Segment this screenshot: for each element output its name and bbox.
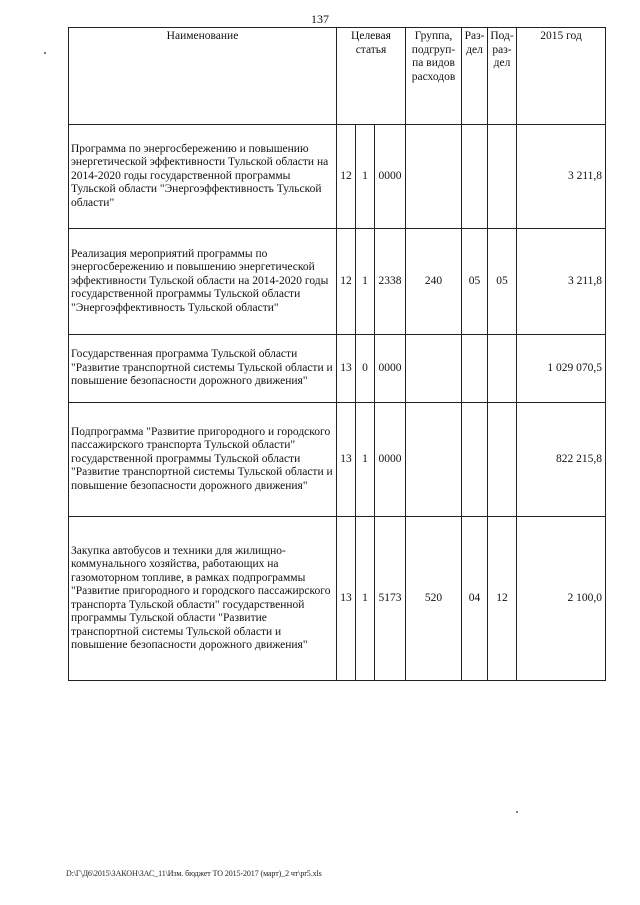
row-subprogram-code: 1 (356, 125, 375, 229)
row-group (406, 335, 462, 403)
row-subsection (488, 125, 517, 229)
header-section: Раз-дел (462, 28, 488, 125)
row-amount: 3 211,8 (517, 125, 606, 229)
row-amount: 1 029 070,5 (517, 335, 606, 403)
row-name: Программа по энергосбережению и повышению энергетической эффективности Тульской области на 2014-2020 годы государственной программы Тульской области "Энергоэффективность Тульской области" (69, 125, 337, 229)
table-row (69, 517, 606, 681)
row-section (462, 335, 488, 403)
header-row (69, 28, 606, 125)
row-subprogram-code: 1 (356, 403, 375, 517)
row-subsection (488, 403, 517, 517)
row-direction-code: 0000 (375, 403, 406, 517)
row-program-code: 13 (337, 335, 356, 403)
table-row (69, 125, 606, 229)
row-section (462, 125, 488, 229)
row-direction-code: 0000 (375, 125, 406, 229)
row-group (406, 403, 462, 517)
row-group (406, 125, 462, 229)
table-row (69, 403, 606, 517)
row-direction-code: 0000 (375, 335, 406, 403)
table-row (69, 335, 606, 403)
row-program-code: 13 (337, 403, 356, 517)
file-path-footer: D:\Г\Д6\2015\ЗАКОН\ЗАС_11\Изм. бюджет ТО 2015-2017 (март)_2 чт\pr5.xls (66, 869, 322, 878)
row-program-code: 12 (337, 229, 356, 335)
row-section: 04 (462, 517, 488, 681)
row-amount: 822 215,8 (517, 403, 606, 517)
row-direction-code: 2338 (375, 229, 406, 335)
row-section: 05 (462, 229, 488, 335)
row-direction-code: 5173 (375, 517, 406, 681)
row-subsection: 05 (488, 229, 517, 335)
row-subsection: 12 (488, 517, 517, 681)
row-name: Государственная программа Тульской области "Развитие транспортной системы Тульской области и повышение безопасности дорожного движения" (69, 335, 337, 403)
row-program-code: 13 (337, 517, 356, 681)
row-subprogram-code: 0 (356, 335, 375, 403)
scan-speck (44, 52, 46, 54)
budget-table (68, 27, 606, 681)
header-name: Наименование (69, 28, 337, 125)
row-group: 240 (406, 229, 462, 335)
scan-speck (516, 811, 518, 813)
header-target-article: Целевая статья (337, 28, 406, 125)
row-subprogram-code: 1 (356, 517, 375, 681)
header-subsection: Под-раз-дел (488, 28, 517, 125)
page-number: 137 (311, 12, 329, 26)
row-name: Подпрограмма "Развитие пригородного и городского пассажирского транспорта Тульской области" государственной программы Тульской области "Развитие транспортной системы Тульской области и повышение безопасности дорожного движения" (69, 403, 337, 517)
table-row (69, 229, 606, 335)
row-group: 520 (406, 517, 462, 681)
header-group: Группа, подгруп-па видов расходов (406, 28, 462, 125)
row-subsection (488, 335, 517, 403)
row-subprogram-code: 1 (356, 229, 375, 335)
row-name: Закупка автобусов и техники для жилищно-коммунального хозяйства, работающих на газомоторном топливе, в рамках подпрограммы "Развитие пригородного и городского пассажирского транспорта Тульской области" государственной программы Тульской области "Развитие транспортной системы Тульской области и повышение безопасности дорожного движения" (69, 517, 337, 681)
row-section (462, 403, 488, 517)
row-amount: 2 100,0 (517, 517, 606, 681)
row-program-code: 12 (337, 125, 356, 229)
row-name: Реализация мероприятий программы по энергосбережению и повышению энергетической эффективности Тульской области на 2014-2020 годы государственной программы Тульской области "Энергоэффективность Тульской области" (69, 229, 337, 335)
row-amount: 3 211,8 (517, 229, 606, 335)
header-year: 2015 год (517, 28, 606, 125)
